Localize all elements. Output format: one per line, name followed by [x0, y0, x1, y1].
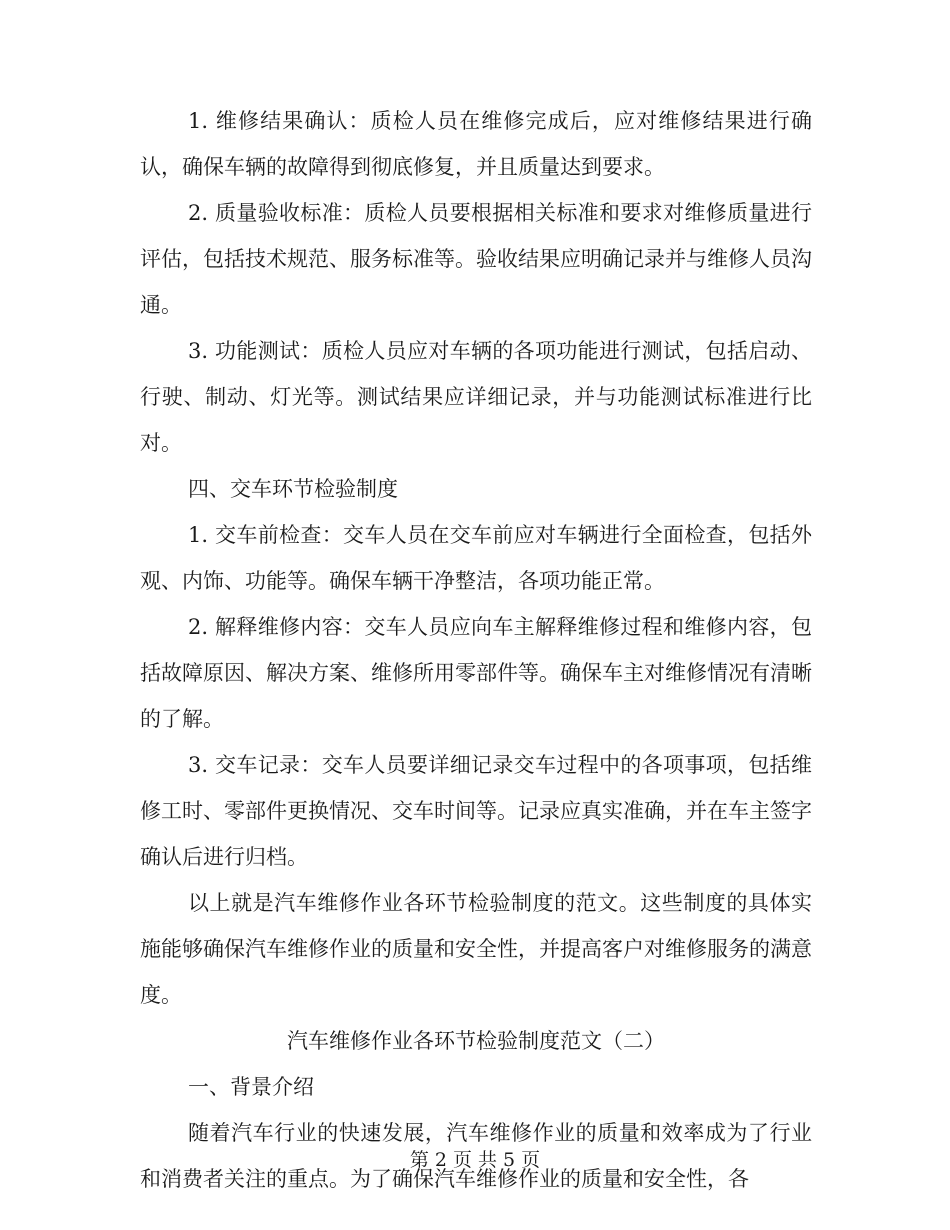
document-body	[140, 98, 812, 1202]
paragraph-repair-result-confirmation: 1. 维修结果确认：质检人员在维修完成后，应对维修结果进行确认，确保车辆的故障得到彻底修复，并且质量达到要求。	[140, 109, 812, 179]
section-heading-background: 一、背景介绍	[188, 1075, 314, 1099]
page-number-footer: 第 2 页 共 5 页	[409, 1149, 541, 1171]
paragraph-function-test: 3. 功能测试：质检人员应对车辆的各项功能进行测试，包括启动、行驶、制动、灯光等。测试结果应详细记录，并与功能测试标准进行比对。	[140, 339, 812, 455]
paragraph-pre-delivery-check: 1. 交车前检查：交车人员在交车前应对车辆进行全面检查，包括外观、内饰、功能等。确保车辆干净整洁，各项功能正常。	[140, 523, 812, 593]
section-heading-delivery-inspection: 四、交车环节检验制度	[188, 477, 398, 501]
paragraph-explain-repair: 2. 解释维修内容：交车人员应向车主解释维修过程和维修内容，包括故障原因、解决方案、维修所用零部件等。确保车主对维修情况有清晰的了解。	[140, 615, 812, 731]
paragraph-quality-acceptance-standard: 2. 质量验收标准：质检人员要根据相关标准和要求对维修质量进行评估，包括技术规范、服务标准等。验收结果应明确记录并与维修人员沟通。	[140, 201, 812, 317]
paragraph-summary: 以上就是汽车维修作业各环节检验制度的范文。这些制度的具体实施能够确保汽车维修作业的质量和安全性，并提高客户对维修服务的满意度。	[140, 891, 812, 1007]
paragraph-background: 随着汽车行业的快速发展，汽车维修作业的质量和效率成为了行业和消费者关注的重点。为了确保汽车维修作业的质量和安全性，各	[140, 1121, 812, 1191]
paragraph-delivery-record: 3. 交车记录：交车人员要详细记录交车过程中的各项事项，包括维修工时、零部件更换情况、交车时间等。记录应真实准确，并在车主签字确认后进行归档。	[140, 753, 812, 869]
document-title: 汽车维修作业各环节检验制度范文（二）	[287, 1029, 665, 1053]
